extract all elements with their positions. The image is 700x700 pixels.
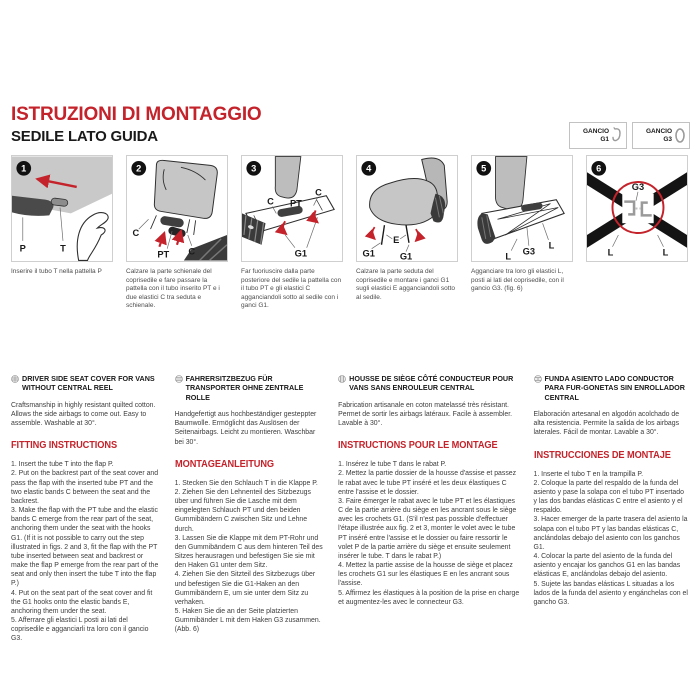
step-text: 2. Put on the backrest part of the seat cover and pass the flap with the inserted tube PT and the two elastic bands C between the seat and the backrest. bbox=[11, 470, 159, 505]
step-1-caption: Inserire il tubo T nella pattella P bbox=[11, 268, 102, 275]
section-title: INSTRUCTIONS POUR LE MONTAGE bbox=[338, 439, 498, 452]
ring-g3-icon bbox=[674, 127, 686, 144]
step-text: 1. Insérez le tube T dans le rabat P. bbox=[338, 461, 447, 469]
seat-side-elastics-drawing bbox=[472, 156, 572, 261]
legend-g3-code: G3 bbox=[663, 135, 672, 143]
label-C-right: C bbox=[315, 187, 322, 198]
step-text: 3. Make the flap with the PT tube and the elastic bands C emerge from the rear part of the seat, anchoring them under the seat with the hooks G1. (If it is not possible to carry out the step illustrated in figs. 2 and 3, fit the flap with the PT tube inserted between seat and backrest or make the flap P emerge from the rear part of the seat and only then insert the tube T into the flap P.) bbox=[11, 507, 159, 588]
step-2-caption: Calzare la parte schienale del coprisedile e fare passare la pattella con il tubo inserito PT e i due elastici C tra seduta e schienale. bbox=[126, 268, 220, 310]
svg-text:1: 1 bbox=[21, 163, 27, 174]
column-intro: Elaboración artesanal en algodón acolchado de alta resistencia. Permite la salida de los airbags laterales. Fácil de montar. Lavable a 30°. bbox=[533, 411, 680, 437]
svg-text:6: 6 bbox=[596, 163, 602, 174]
column-spanish bbox=[534, 374, 690, 644]
backrest-flap-drawing bbox=[127, 156, 227, 261]
language-columns bbox=[11, 374, 689, 644]
label-G1: G1 bbox=[294, 248, 308, 259]
label-PT: PT bbox=[289, 198, 302, 209]
label-G3: G3 bbox=[522, 246, 536, 257]
step-text: 2. Ziehen Sie den Lehnenteil des Sitzbezugs über und führen Sie die Lasche mit dem eingelegten Schlauch PT und den beiden Gummibändern C zwischen Sitz und Lehne durch. bbox=[174, 488, 311, 533]
step-5-illustration bbox=[471, 155, 573, 262]
step-1-illustration bbox=[11, 155, 113, 262]
header bbox=[11, 104, 261, 145]
step-2 bbox=[126, 155, 228, 311]
legend-g1-name: GANCIO bbox=[583, 127, 609, 135]
step-6 bbox=[586, 155, 688, 311]
page-title: ISTRUZIONI DI MONTAGGIO bbox=[11, 104, 262, 125]
column-header-text: HOUSSE DE SIÈGE CÔTÉ CONDUCTEUR POUR VANS SANS ENROULEUR CENTRAL bbox=[349, 374, 514, 393]
step-text: 3. Faire émerger le rabat avec le tube PT et les élastiques C de la partie arrière du siège en les ancrant sous le siège avec les crochets G1. (S'il n'est pas possible d'effectuer l'étape illustrée aux fig. 2 et 3, monter le volet avec le tube PT inséré entre l'assise et le dossier ou faire ressortir le volet P de la partie arrière du siège et ensuite seulement insérer le tube. T dans le rabat P.) bbox=[338, 497, 517, 560]
step-3-caption: Far fuoriuscire dalla parte posteriore del sedile la pattella con il tubo PT e gli elastici C agganciandoli sotto al sedile con i ganci G1. bbox=[241, 268, 342, 310]
steps-list bbox=[175, 479, 325, 635]
label-L-right: L bbox=[662, 247, 669, 258]
section-title: MONTAGEANLEITUNG bbox=[174, 457, 274, 470]
step-text: 3. Lassen Sie die Klappe mit dem PT-Rohr und den Gummibändern C aus dem hinteren Teil des Sitzes herausragen und befestigen Sie sie mit den Haken G1 unter dem Sitz. bbox=[174, 534, 323, 570]
step-text: 5. Sujete las bandas elásticas L situadas a los lados de la funda del asiento y engánchelas con el gancho G3. bbox=[533, 580, 688, 606]
illustrated-steps bbox=[11, 155, 688, 311]
step-text: 2. Coloque la parte del respaldo de la funda del asiento y pase la solapa con el tubo PT insertado y las dos bandas elásticas C entre el asiento y el respaldo. bbox=[533, 479, 684, 515]
step-text: 1. Inserte el tubo T en la trampilla P. bbox=[533, 470, 644, 478]
step-text: 3. Hacer emerger de la parte trasera del asiento la solapa con el tubo PT y las bandas elásticas C, anclándolas debajo del asiento con los ganchos G1. bbox=[533, 516, 688, 551]
label-G3: G3 bbox=[631, 181, 645, 192]
step-3 bbox=[241, 155, 343, 311]
steps-list bbox=[534, 470, 690, 608]
step-text: 2. Mettez la partie dossier de la housse d'assise et passez le rabat avec le tube PT inséré et les deux élastiques C entre l'assise et le dossier. bbox=[338, 470, 517, 496]
language-flag-icon bbox=[338, 375, 346, 383]
language-flag-icon bbox=[11, 375, 19, 383]
step-5-caption: Agganciare tra loro gli elastici L, posti ai lati del coprisedile, con il gancio G3. (fig. 6) bbox=[471, 268, 564, 293]
svg-text:2: 2 bbox=[136, 163, 142, 174]
svg-text:5: 5 bbox=[481, 163, 487, 174]
svg-text:4: 4 bbox=[366, 163, 372, 174]
step-text: 4. Mettez la partie assise de la housse de siège et placez les crochets G1 sur les élastiques E en les ancrant sous l'assise. bbox=[338, 562, 513, 588]
legend-gancio-g3 bbox=[632, 122, 690, 149]
step-5 bbox=[471, 155, 573, 311]
label-E: E bbox=[393, 234, 400, 245]
label-C-right: C bbox=[188, 246, 196, 257]
step-text: 5. Haken Sie die an der Seite platzierten Gummibänder L mit dem Haken G3 zusammen. (Abb. 6) bbox=[174, 608, 321, 634]
svg-text:3: 3 bbox=[251, 163, 257, 174]
label-T: T bbox=[60, 243, 66, 254]
strap-connector-detail-drawing bbox=[587, 156, 687, 261]
seat-cushion-hooks-drawing bbox=[357, 156, 457, 261]
step-text: 1. Insert the tube T into the flap P. bbox=[11, 461, 114, 469]
seat-rear-hooks-drawing bbox=[242, 156, 342, 261]
language-flag-icon bbox=[534, 375, 542, 383]
legend-gancio-g1 bbox=[569, 122, 627, 149]
label-P: P bbox=[19, 243, 26, 254]
label-PT: PT bbox=[157, 249, 170, 260]
hook-legend bbox=[569, 122, 690, 149]
steps-list bbox=[338, 460, 519, 607]
label-C-left: C bbox=[132, 227, 140, 238]
step-text: 4. Colocar la parte del asiento de la funda del asiento y encajar los ganchos G1 en las bandas elásticas E, anclándolas debajo del asiento. bbox=[533, 553, 681, 579]
step-text: 4. Put on the seat part of the seat cover and fit the G1 hooks onto the elastic bands E, anchoring them under the seat. bbox=[11, 589, 153, 615]
label-L-left: L bbox=[505, 251, 512, 261]
column-intro: Fabrication artisanale en coton matelassé très résistant. Permet de sortir les airbags latéraux. Facile à assembler. Lavable à 30°. bbox=[338, 401, 513, 428]
column-french bbox=[338, 374, 519, 644]
step-2-illustration bbox=[126, 155, 228, 262]
steps-list bbox=[11, 460, 161, 643]
column-header-text: DRIVER SIDE SEAT COVER FOR VANS WITHOUT CENTRAL REEL bbox=[22, 374, 155, 393]
step-4-illustration bbox=[356, 155, 458, 262]
step-text: 5. Affirmez les élastiques à la position de la prise en charge et augmentez-les avec le connecteur G3. bbox=[338, 589, 520, 606]
step-4 bbox=[356, 155, 458, 311]
legend-g1-code: G1 bbox=[600, 135, 609, 143]
column-german bbox=[175, 374, 325, 644]
label-C-left: C bbox=[267, 196, 274, 207]
section-title: FITTING INSTRUCTIONS bbox=[11, 439, 118, 452]
language-flag-icon bbox=[175, 375, 183, 383]
column-intro: Craftsmanship in highly resistant quilted cotton. Allows the side airbags to come out. Easy to assemble. Washable at 30°. bbox=[11, 401, 156, 428]
step-6-illustration bbox=[586, 155, 688, 262]
column-english bbox=[11, 374, 161, 644]
label-G1-right: G1 bbox=[399, 251, 413, 261]
step-text: 4. Ziehen Sie den Sitzteil des Sitzbezugs über und befestigen Sie die G1-Haken an den Gummibändern E, um sie unter dem Sitz zu verhaken. bbox=[174, 571, 316, 606]
step-text: 1. Stecken Sie den Schlauch T in die Klappe P. bbox=[174, 479, 318, 487]
column-header-text: FUNDA ASIENTO LADO CONDUCTOR PARA FUR-GONETAS SIN ENROLLADOR CENTRAL bbox=[544, 374, 685, 402]
column-intro: Handgefertigt aus hochbeständiger gesteppter Baumwolle. Ermöglicht das Auslösen der Seitenairbags. Leicht zu montieren. Waschbar bei 30°. bbox=[174, 411, 317, 446]
step-4-caption: Calzare la parte seduta del coprisedile e montare i ganci G1 sugli elastici E agganciandoli sotto al sedile. bbox=[356, 268, 456, 301]
label-G1-left: G1 bbox=[362, 248, 375, 259]
step-1 bbox=[11, 155, 113, 311]
label-L-right: L bbox=[548, 240, 555, 251]
step-3-illustration bbox=[241, 155, 343, 262]
column-header-text: FAHRERSITZBEZUG FÜR TRANSPORTER OHNE ZENTRALE ROLLE bbox=[185, 374, 304, 402]
seat-flap-tube-drawing bbox=[12, 156, 112, 261]
hook-g1-icon bbox=[611, 127, 623, 144]
label-L-left: L bbox=[607, 247, 614, 258]
section-title: INSTRUCCIONES DE MONTAJE bbox=[533, 448, 671, 461]
legend-g3-name: GANCIO bbox=[646, 127, 672, 135]
page-subtitle: SEDILE LATO GUIDA bbox=[11, 128, 158, 145]
step-text: 5. Afferrare gli elastici L posti ai lati del coprisedile e agganciarli tra loro con il gancio G3. bbox=[11, 617, 149, 643]
